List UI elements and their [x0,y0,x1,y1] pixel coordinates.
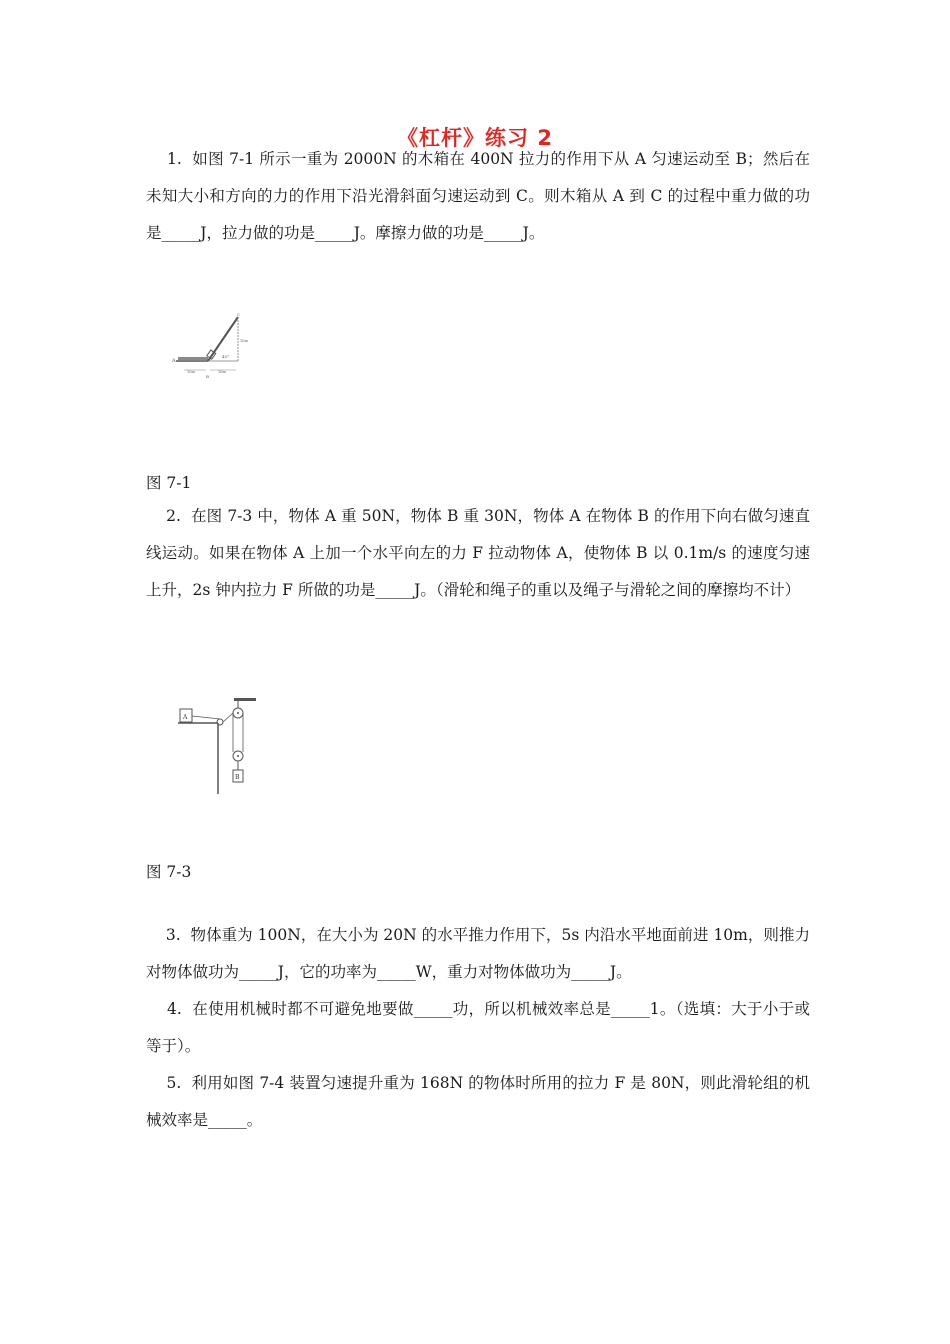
label-a: A [172,358,176,364]
figure-7-1-caption: 图 7-1 [146,474,192,492]
label-b: B [235,774,240,781]
label-dim2: 10m [218,370,226,374]
question-2: 2. 在图 7-3 中，物体 A 重 50N，物体 B 重 30N，物体 A 在物体 B 的作用下向右做匀速直线运动。如果在物体 A 上加一个水平向左的力 F 拉动物体 A，使物体 B 以 0.1m/s 的速度匀速上升，2s 钟内拉力 F 所做的功是_____J。（滑轮和绳子的重以及绳子与滑轮之间的摩擦均不计） [146,507,810,599]
label-b: B [206,374,209,379]
questions-3-to-5: 3. 物体重为 100N，在大小为 20N 的水平推力作用下，5s 内沿水平地面前进 10m，则推力对物体做功为_____J，它的功率为_____W，重力对物体做功为_____J。 4. 在使用机械时都不可避免地要做_____功，所以机械效率总是_____1。（选填：大于小于或等于）。 5. 利用如图 7-4 装置匀速提升重为 168N 的物体时所用的拉力 F 是 80N，则此滑轮组的机械效率是_____。 [146,926,810,1129]
label-c: C [237,312,241,317]
question-1: 1. 如图 7-1 所示一重为 2000N 的木箱在 400N 拉力的作用下从 A 匀速运动至 B；然后在未知大小和方向的力的作用下沿光滑斜面匀速运动到 C。则木箱从 A 到 C 的过程中重力做的功是_____J，拉力做的功是_____J。摩擦力做的功是_____J。 [146,150,810,242]
page-title: 《杠杆》练习 2 [397,126,553,150]
figure-7-3 [172,696,272,796]
label-angle: 45° [222,354,230,359]
figure-7-3-caption: 图 7-3 [146,863,192,881]
figure-7-1 [170,312,270,382]
label-a: A [183,714,188,721]
label-height: 10m [240,339,248,343]
label-dim1: 10m [187,370,195,374]
